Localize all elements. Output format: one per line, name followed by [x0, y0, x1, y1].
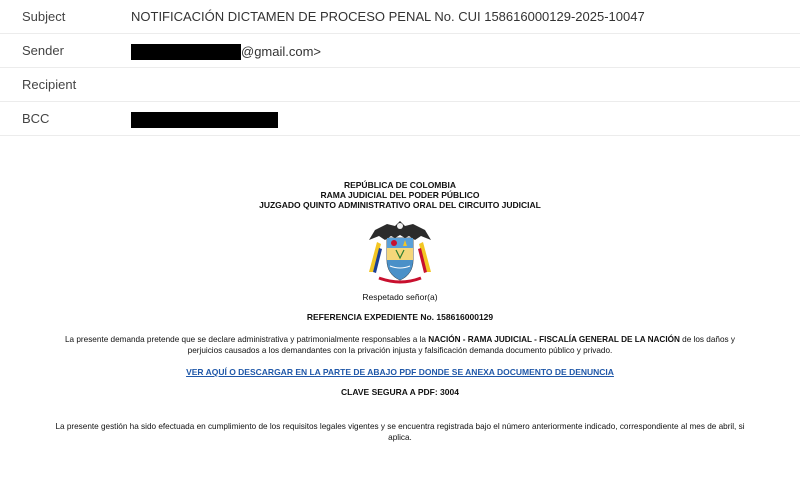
reference-number: REFERENCIA EXPEDIENTE No. 158616000129	[306, 312, 494, 322]
sender-email-domain: @gmail.com>	[241, 44, 322, 60]
bcc-row	[0, 102, 800, 136]
demand-paragraph-entity: NACIÓN - RAMA JUDICIAL - FISCALÍA GENERAL DE LA NACIÓN	[428, 335, 680, 344]
bcc-value	[131, 111, 278, 128]
recipient-label: Recipient	[22, 77, 77, 92]
sender-redaction	[131, 44, 241, 60]
demand-paragraph-end: de los daños y perjuicios causados a los demandantes con la privación injusta y falsificación demanda documento público y privado.	[187, 335, 735, 355]
bcc-redaction	[131, 112, 278, 128]
demand-paragraph-start: La presente demanda pretende que se declare administrativa y patrimonialmente responsables a la	[65, 335, 429, 344]
letterhead-line-3: JUZGADO QUINTO ADMINISTRATIVO ORAL DEL CIRCUITO JUDICIAL	[259, 200, 541, 210]
recipient-row	[0, 68, 800, 102]
colombia-coat-of-arms-icon	[365, 218, 435, 286]
compliance-paragraph: La presente gestión ha sido efectuada en cumplimiento de los requisitos legales vigentes y se encuentra registrada bajo el número anteriormente indicado, correspondiente al mes de abril, si aplica.	[55, 422, 745, 442]
greeting: Respetado señor(a)	[362, 292, 438, 302]
sender-value	[131, 43, 321, 60]
bcc-label: BCC	[22, 111, 50, 126]
letterhead-line-2: RAMA JUDICIAL DEL PODER PÚBLICO	[320, 190, 480, 200]
subject-label: Subject	[22, 9, 66, 24]
download-link-wrapper	[0, 367, 800, 377]
subject-row	[0, 0, 800, 34]
subject-value: NOTIFICACIÓN DICTAMEN DE PROCESO PENAL No. CUI 158616000129-2025-10047	[131, 9, 645, 24]
download-document-link[interactable]: VER AQUÍ O DESCARGAR EN LA PARTE DE ABAJO PDF DONDE SE ANEXA DOCUMENTO DE DENUNCIA	[186, 367, 614, 377]
sender-row	[0, 34, 800, 68]
demand-paragraph	[60, 334, 740, 356]
pdf-password: CLAVE SEGURA A PDF: 3004	[341, 387, 459, 397]
email-body	[0, 180, 800, 443]
letterhead-line-1: REPÚBLICA DE COLOMBIA	[343, 180, 457, 190]
sender-label: Sender	[22, 43, 64, 58]
email-header	[0, 0, 800, 136]
